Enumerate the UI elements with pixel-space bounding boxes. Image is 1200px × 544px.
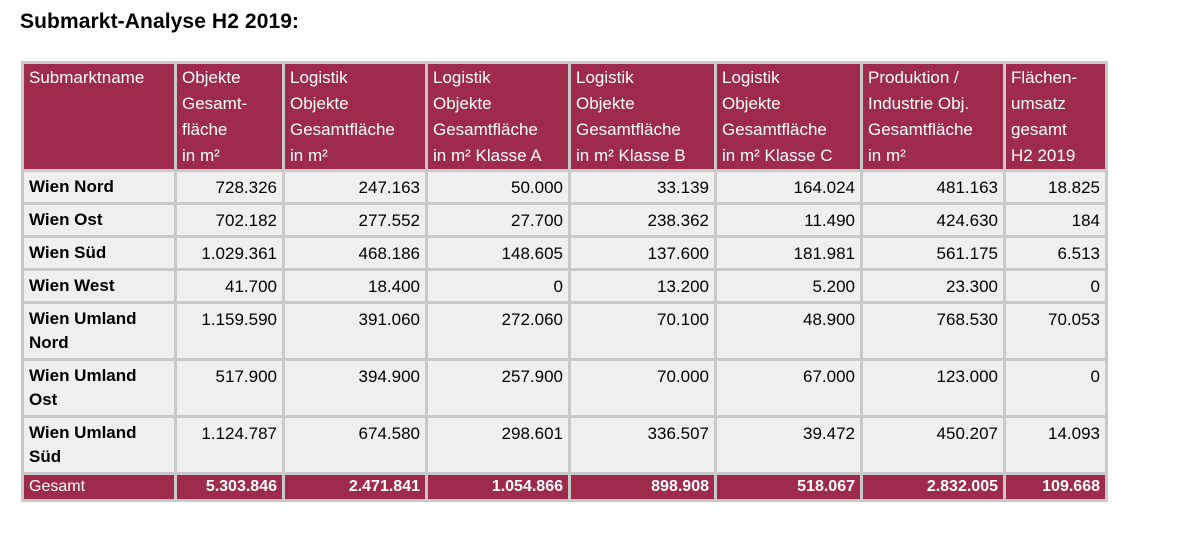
page-title: Submarkt-Analyse H2 2019:: [20, 10, 300, 33]
table-cell: 41.700: [177, 271, 282, 301]
table-cell: 450.207: [863, 418, 1003, 472]
table-cell: 70.100: [571, 304, 714, 358]
table-cell: 18.400: [285, 271, 425, 301]
table-cell: 18.825: [1006, 172, 1105, 202]
table-cell: 277.552: [285, 205, 425, 235]
total-cell: 5.303.846: [177, 475, 282, 499]
table-cell: 13.200: [571, 271, 714, 301]
header-row: [24, 64, 1105, 169]
table-row: [24, 238, 1105, 268]
submarket-table: [21, 61, 1108, 502]
table-cell: 424.630: [863, 205, 1003, 235]
table-cell: 394.900: [285, 361, 425, 415]
table-cell: 257.900: [428, 361, 568, 415]
table-cell: 238.362: [571, 205, 714, 235]
total-cell: 2.471.841: [285, 475, 425, 499]
table-cell: 14.093: [1006, 418, 1105, 472]
table-cell: 768.530: [863, 304, 1003, 358]
table-cell: 137.600: [571, 238, 714, 268]
table-row: [24, 304, 1105, 358]
table-cell: 1.159.590: [177, 304, 282, 358]
total-cell: 109.668: [1006, 475, 1105, 499]
submarket-name: Wien West: [24, 271, 174, 301]
table-cell: 0: [428, 271, 568, 301]
table-cell: 164.024: [717, 172, 860, 202]
table-cell: 23.300: [863, 271, 1003, 301]
submarket-name: Wien Umland Ost: [24, 361, 174, 415]
table-cell: 391.060: [285, 304, 425, 358]
column-header: Logistik Objekte Gesamtfläche in m²: [285, 64, 425, 169]
table-cell: 39.472: [717, 418, 860, 472]
submarket-name: Wien Süd: [24, 238, 174, 268]
column-header: Objekte Gesamt- fläche in m²: [177, 64, 282, 169]
total-cell: 518.067: [717, 475, 860, 499]
table-cell: 247.163: [285, 172, 425, 202]
table-cell: 1.029.361: [177, 238, 282, 268]
table-cell: 181.981: [717, 238, 860, 268]
table-row: [24, 205, 1105, 235]
column-header: Submarktname: [24, 64, 174, 169]
table-row: [24, 418, 1105, 472]
submarket-name: Wien Umland Nord: [24, 304, 174, 358]
table-cell: 123.000: [863, 361, 1003, 415]
total-cell: 1.054.866: [428, 475, 568, 499]
table-cell: 1.124.787: [177, 418, 282, 472]
column-header: Flächen- umsatz gesamt H2 2019: [1006, 64, 1105, 169]
table-cell: 481.163: [863, 172, 1003, 202]
table-cell: 336.507: [571, 418, 714, 472]
table-cell: 298.601: [428, 418, 568, 472]
table-cell: 27.700: [428, 205, 568, 235]
table-cell: 48.900: [717, 304, 860, 358]
table-cell: 6.513: [1006, 238, 1105, 268]
column-header: Logistik Objekte Gesamtfläche in m² Klasse C: [717, 64, 860, 169]
table-row: [24, 361, 1105, 415]
table-cell: 70.000: [571, 361, 714, 415]
table-cell: 272.060: [428, 304, 568, 358]
table-cell: 728.326: [177, 172, 282, 202]
table-cell: 5.200: [717, 271, 860, 301]
submarket-name: Wien Umland Süd: [24, 418, 174, 472]
table-cell: 70.053: [1006, 304, 1105, 358]
table-cell: 33.139: [571, 172, 714, 202]
column-header: Logistik Objekte Gesamtfläche in m² Klasse A: [428, 64, 568, 169]
column-header: Produktion / Industrie Obj. Gesamtfläche in m²: [863, 64, 1003, 169]
submarket-name: Wien Ost: [24, 205, 174, 235]
table-cell: 50.000: [428, 172, 568, 202]
table-cell: 674.580: [285, 418, 425, 472]
table-cell: 0: [1006, 361, 1105, 415]
table-cell: 468.186: [285, 238, 425, 268]
table-row: [24, 172, 1105, 202]
table-cell: 184: [1006, 205, 1105, 235]
total-row: [24, 475, 1105, 499]
table-cell: 148.605: [428, 238, 568, 268]
table-cell: 0: [1006, 271, 1105, 301]
table-cell: 517.900: [177, 361, 282, 415]
table-cell: 11.490: [717, 205, 860, 235]
column-header: Logistik Objekte Gesamtfläche in m² Klasse B: [571, 64, 714, 169]
total-cell: 2.832.005: [863, 475, 1003, 499]
total-cell: 898.908: [571, 475, 714, 499]
table-cell: 702.182: [177, 205, 282, 235]
submarket-name: Wien Nord: [24, 172, 174, 202]
table-cell: 67.000: [717, 361, 860, 415]
table-row: [24, 271, 1105, 301]
total-label: Gesamt: [24, 475, 174, 499]
table-cell: 561.175: [863, 238, 1003, 268]
